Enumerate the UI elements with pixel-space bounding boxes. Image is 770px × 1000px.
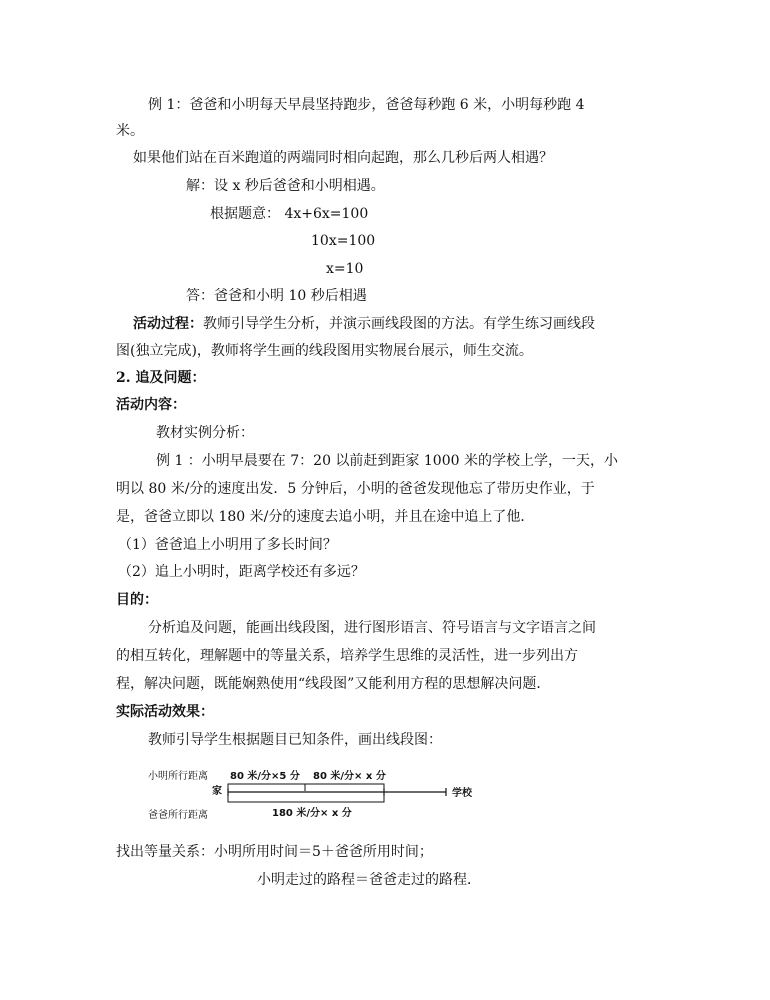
dad-segment-label: 180 米/分× x 分 xyxy=(272,808,352,819)
home-label: 家 xyxy=(212,786,222,797)
content-label: 活动内容： xyxy=(116,397,186,413)
segment-xmin-label: 80 米/分× x 分 xyxy=(313,771,386,782)
activity-text-line2: 图(独立完成)，教师将学生画的线段图用实物展台展示，师生交流。 xyxy=(116,343,533,359)
textbook-analysis: 教材实例分析： xyxy=(156,425,254,441)
answer-line: 答：爸爸和小明 10 秒后相遇 xyxy=(186,288,367,304)
example2-line1: 例 1 ：小明早晨要在 7：20 以前赶到距家 1000 米的学校上学，一天，小 xyxy=(156,453,618,469)
example2-line3: 是，爸爸立即以 180 米/分的速度去追小明，并且在途中追上了他． xyxy=(116,509,535,525)
activity-text: 教师引导学生分析，并演示画线段图的方法。有学生练习画线段 xyxy=(203,316,595,332)
example1-line1: 例 1：爸爸和小明每天早晨坚持跑步，爸爸每秒跑 6 米，小明每秒跑 4 xyxy=(148,97,585,113)
xiaoming-distance-label: 小明所行距离 xyxy=(148,771,208,782)
dad-distance-label: 爸爸所行距离 xyxy=(148,810,208,821)
equal-relation-line1: 找出等量关系：小明所用时间＝5＋爸爸所用时间； xyxy=(116,844,433,860)
equal-relation-line2: 小明走过的路程＝爸爸走过的路程． xyxy=(257,872,481,888)
xiaoming-brace xyxy=(228,784,384,791)
question-2: （2）追上小明时，距离学校还有多远？ xyxy=(118,564,365,580)
dad-brace xyxy=(228,796,384,802)
solution-line: 解：设 x 秒后爸爸和小明相遇。 xyxy=(186,178,385,194)
purpose-label: 目的： xyxy=(116,592,158,608)
example1-line2: 米。 xyxy=(116,123,144,139)
question-1: （1）爸爸追上小明用了多长时间？ xyxy=(118,537,337,553)
activity-paragraph xyxy=(133,314,595,334)
activity-label: 活动过程： xyxy=(133,316,203,332)
effect-label: 实际活动效果： xyxy=(116,704,214,720)
equation-line: 根据题意： 4x+6x=100 xyxy=(210,206,369,222)
equation-line: 10x=100 xyxy=(311,233,376,249)
purpose-line2: 的相互转化，理解题中的等量关系，培养学生思维的灵活性，进一步列出方 xyxy=(116,648,578,664)
purpose-line1: 分析追及问题，能画出线段图，进行图形语言、符号语言与文字语言之间 xyxy=(148,620,596,636)
equation-line: x=10 xyxy=(326,261,364,277)
section-title: 2. 追及问题： xyxy=(116,370,206,386)
effect-text: 教师引导学生根据题目已知条件，画出线段图： xyxy=(148,732,442,748)
school-label: 学校 xyxy=(452,788,472,799)
purpose-line3: 程，解决问题，既能娴熟使用“线段图”又能利用方程的思想解决问题． xyxy=(116,676,551,692)
line-segment-diagram xyxy=(140,762,500,824)
segment-5min-label: 80 米/分×5 分 xyxy=(230,771,300,782)
example1-question: 如果他们站在百米跑道的两端同时相向起跑，那么几秒后两人相遇？ xyxy=(133,150,553,166)
example2-line2: 明以 80 米/分的速度出发．5 分钟后，小明的爸爸发现他忘了带历史作业，于 xyxy=(116,481,595,497)
